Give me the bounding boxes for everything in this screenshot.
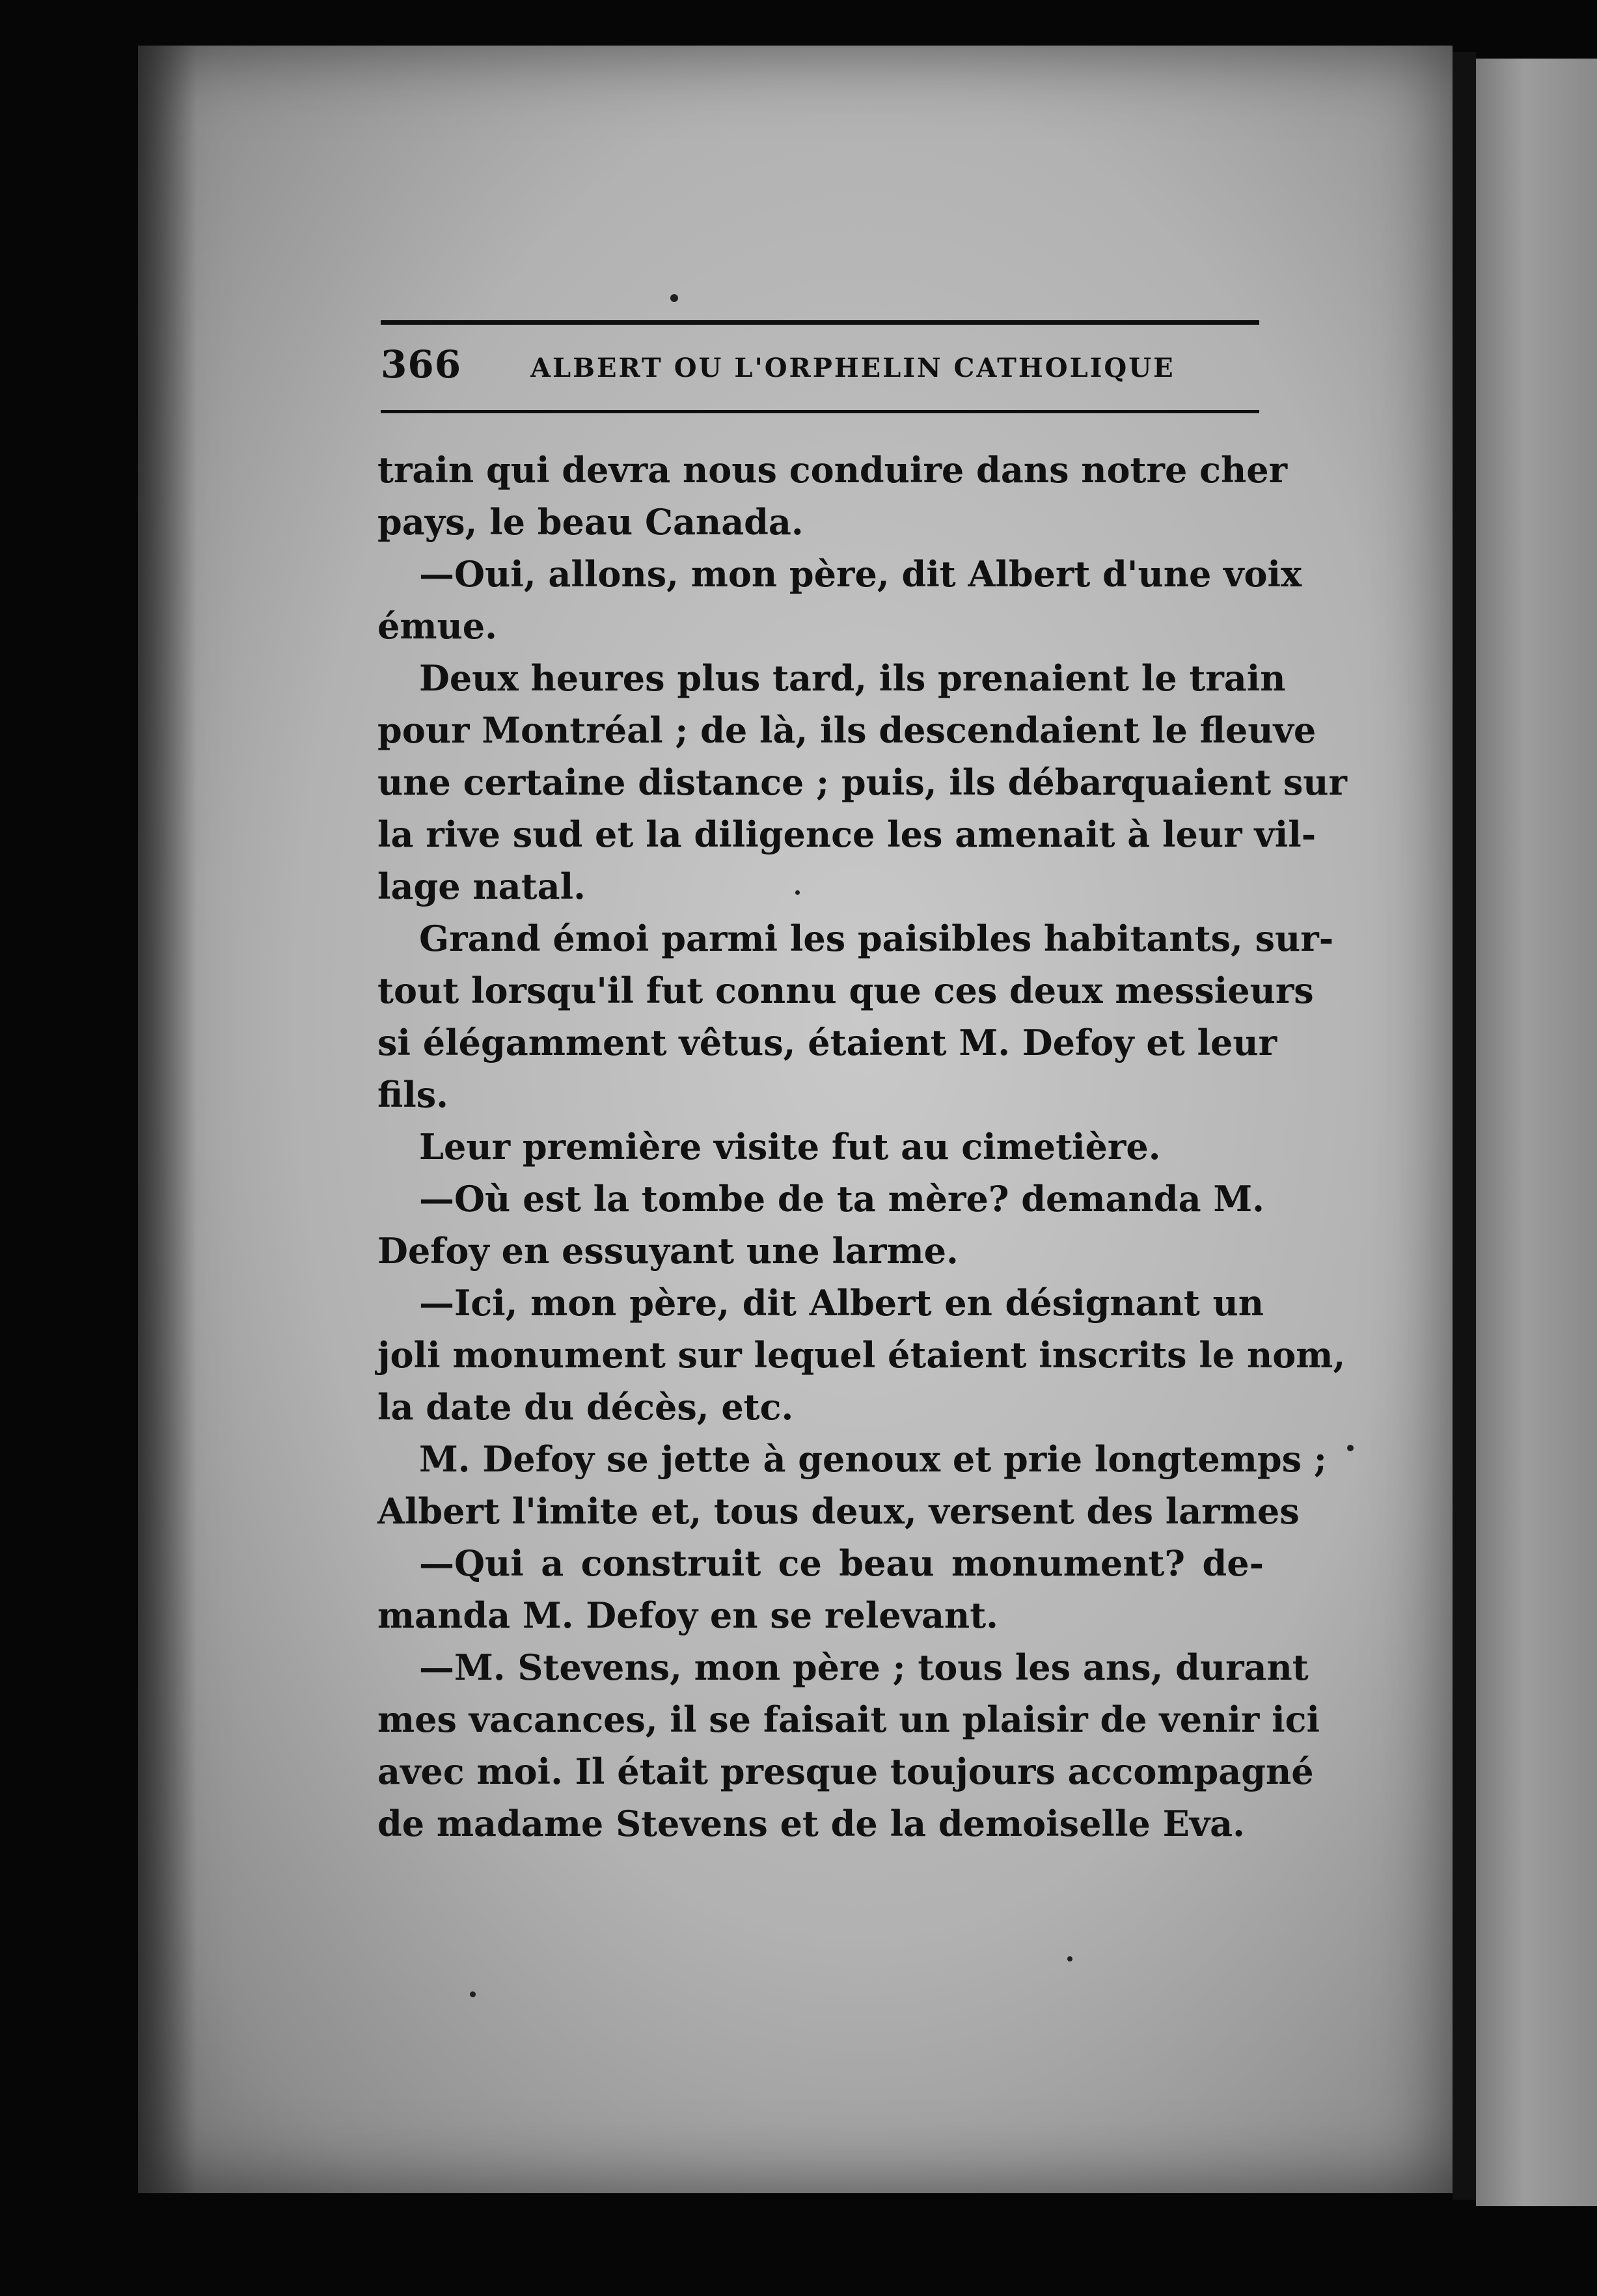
page-number: 366 <box>381 342 462 387</box>
text-line: mes vacances, il se faisait un plaisir de venir ici <box>377 1699 1320 1740</box>
page-gutter <box>1453 52 1476 2200</box>
binding-shadow <box>138 46 197 2193</box>
ink-speck <box>670 294 678 302</box>
text-line: une certaine distance ; puis, ils débarquaient sur <box>377 761 1347 803</box>
adjacent-page-edge <box>1476 59 1597 2206</box>
text-line: pour Montréal ; de là, ils descendaient le fleuve <box>377 709 1317 751</box>
text-line: si élégamment vêtus, étaient M. Defoy et leur <box>377 1022 1277 1063</box>
text-line: émue. <box>377 605 497 647</box>
body-text <box>377 444 1347 1850</box>
text-line: tout lorsqu'il fut connu que ces deux messieurs <box>377 970 1314 1011</box>
text-line: —M. Stevens, mon père ; tous les ans, durant <box>419 1647 1309 1688</box>
text-line: —Où est la tombe de ta mère? demanda M. <box>419 1178 1264 1220</box>
text-line: Defoy en essuyant une larme. <box>377 1230 959 1272</box>
header-rule-top <box>381 320 1259 325</box>
text-line: Deux heures plus tard, ils prenaient le train <box>419 657 1286 699</box>
text-line: manda M. Defoy en se relevant. <box>377 1594 998 1636</box>
text-line: avec moi. Il était presque toujours accompagné <box>377 1751 1314 1792</box>
text-line: train qui devra nous conduire dans notre cher <box>377 449 1288 491</box>
ink-speck <box>795 890 800 895</box>
text-line: Grand émoi parmi les paisibles habitants, sur- <box>419 918 1334 959</box>
header-rule-bottom <box>381 410 1259 413</box>
text-line: lage natal. <box>377 866 586 907</box>
text-line: —Ici, mon père, dit Albert en désignant un <box>419 1282 1264 1324</box>
running-title: ALBERT OU L'ORPHELIN CATHOLIQUE <box>530 353 1175 383</box>
text-line: Albert l'imite et, tous deux, versent des larmes <box>377 1490 1300 1532</box>
text-line: Leur première visite fut au cimetière. <box>419 1126 1161 1168</box>
text-line: de madame Stevens et de la demoiselle Eva. <box>377 1803 1245 1844</box>
ink-speck <box>1347 1445 1354 1451</box>
text-line: —Oui, allons, mon père, dit Albert d'une voix <box>419 553 1302 595</box>
text-line: fils. <box>377 1074 448 1115</box>
text-line: la rive sud et la diligence les amenait à leur vil- <box>377 813 1317 855</box>
text-line: joli monument sur lequel étaient inscrits le nom, <box>377 1334 1346 1376</box>
text-line: —Qui a construit ce beau monument? de- <box>419 1542 1264 1584</box>
ink-speck <box>1067 1956 1072 1961</box>
text-line: pays, le beau Canada. <box>377 501 804 543</box>
running-head <box>381 338 1259 397</box>
text-line: M. Defoy se jette à genoux et prie longtemps ; <box>419 1438 1327 1480</box>
text-line: la date du décès, etc. <box>377 1386 794 1428</box>
ink-speck <box>470 1991 476 1997</box>
